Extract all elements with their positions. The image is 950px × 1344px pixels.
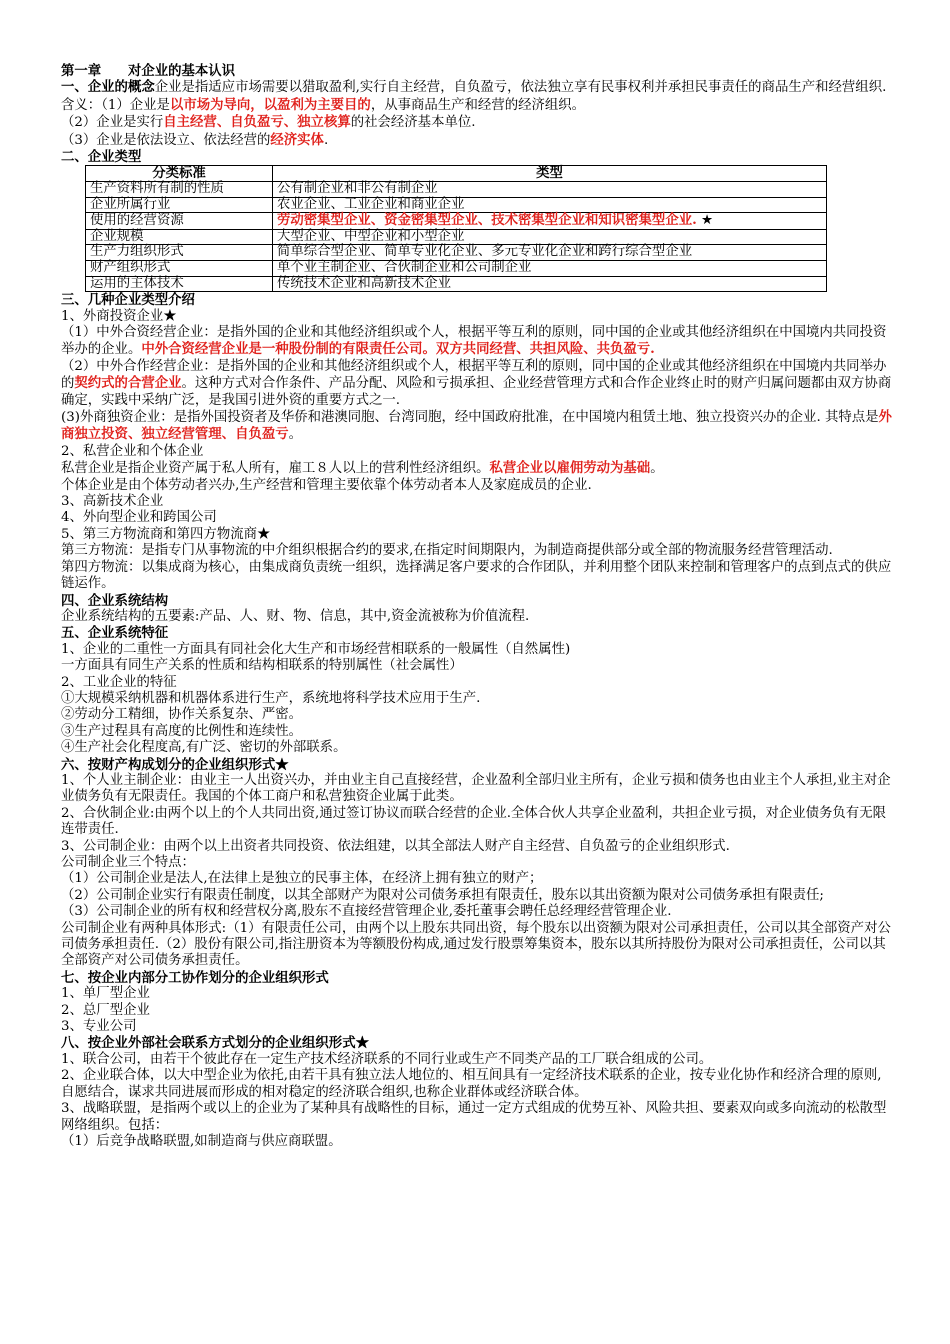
- highlight-text: 私营企业以雇佣劳动为基础: [489, 460, 651, 477]
- meaning-item: 含义：（1）企业是以市场为导向，以盈利为主要目的，从事商品生产和经营的经济组织。: [61, 96, 586, 113]
- section-heading: 三、几种企业类型介绍: [61, 292, 195, 309]
- table-row: [86, 182, 827, 198]
- section-heading: 八、按企业外部社会联系方式划分的企业组织形式★: [61, 1035, 369, 1052]
- table-cell: 公有制企业和非公有制企业: [273, 182, 827, 198]
- paragraph: 1、外商投资企业★: [61, 308, 177, 324]
- paragraph: 私营企业是指企业资产属于私人所有，雇工８人以上的营利性经济组织。私营企业以雇佣劳动为基础。: [61, 460, 664, 477]
- paragraph: 4、外向型企业和跨国公司: [61, 510, 217, 526]
- paragraph: 3、公司制企业：由两个以上出资者共同投资、依法组建，以其全部法人财产自主经营、自负盈亏的企业组织形式.: [61, 838, 730, 854]
- paragraph: 2、合伙制企业:由两个以上的个人共同出资,通过签订协议而联合经营的企业.全体合伙人共享企业盈利，共担企业亏损，对企业债务负有无限连带责任.: [61, 805, 886, 838]
- star-mark: ★: [696, 213, 714, 229]
- paragraph: 3、专业公司: [61, 1019, 137, 1035]
- table-cell: 财产组织形式: [86, 261, 273, 277]
- paragraph: 第四方物流：以集成商为核心，由集成商负责统一组织，选择满足客户要求的合作团队，并利用整个团队来控制和管理客户的点到点式的供应链运作。: [61, 559, 892, 592]
- paragraph: 1、联合公司，由若干个彼此存在一定生产技术经济联系的不同行业或生产不同类产品的工厂联合组成的公司。: [61, 1051, 713, 1067]
- paragraph: 2、总厂型企业: [61, 1002, 150, 1018]
- column-header: 类型: [273, 166, 827, 182]
- table-cell: 企业规模: [86, 229, 273, 245]
- paragraph: ①大规模采纳机器和机器体系进行生产，系统地将科学技术应用于生产.: [61, 690, 481, 706]
- paragraph: （1）公司制企业是法人,在法律上是独立的民事主体，在经济上拥有独立的财产；: [61, 871, 543, 887]
- paragraph: 5、第三方物流商和第四方物流商★: [61, 526, 271, 542]
- highlight-text: 经济实体: [270, 131, 324, 148]
- table-cell: 生产力组织形式: [86, 245, 273, 261]
- table-cell: 使用的经营资源: [86, 213, 273, 230]
- meaning-item: （2）企业是实行自主经营、自负盈亏、独立核算的社会经济基本单位.: [61, 114, 476, 131]
- highlight-text: 外商独立投资、独立经营管理、自负盈亏: [61, 409, 892, 443]
- paragraph: 2、企业联合体，以大中型企业为依托,由若干具有独立法人地位的、相互间具有一定经济技术联系的企业，按专业化协作和经济合理的原则,自愿结合，谋求共同进展而形成的相对稳定的经济联合组织,也称企业群体或经济联合体。: [61, 1068, 882, 1100]
- paragraph: 2、私营企业和个体企业: [61, 443, 204, 459]
- paragraph: 个体企业是由个体劳动者兴办,生产经营和管理主要依靠个体劳动者本人及家庭成员的企业.: [61, 477, 592, 493]
- table-row: [86, 245, 827, 261]
- section-heading: 四、企业系统结构: [61, 592, 169, 609]
- paragraph: （3）公司制企业的所有权和经营权分离,股东不直接经营管理企业,委托董事会聘任总经理经营管理企业.: [61, 904, 672, 920]
- highlight-text: 自主经营、自负盈亏、独立核算: [163, 114, 351, 131]
- highlight-text: 以市场为导向，以盈利为主要目的: [169, 96, 371, 113]
- table-row: [86, 213, 827, 230]
- paragraph: 1、个人业主制企业：由业主一人出资兴办，并由业主自己直接经营，企业盈利全部归业主所有，企业亏损和债务也由业主个人承担,业主对企业债务负有无限责任。我国的个体工商户和私营独资企业属于此类。: [61, 772, 891, 805]
- table-cell: 生产资料所有制的性质: [86, 182, 273, 198]
- highlight-text: 中外合资经营企业是一种股份制的有限责任公司。双方共同经营、共担风险、共负盈亏.: [141, 341, 655, 358]
- table-cell: 传统技术企业和高新技术企业: [273, 276, 827, 292]
- document-body: [61, 63, 893, 1150]
- highlight-text: 契约式的合营企业: [74, 375, 182, 392]
- highlight-text: 劳动密集型企业、资金密集型企业、技术密集型企业和知识密集型企业.: [277, 212, 697, 229]
- meaning-item: （3）企业是依法设立、依法经营的经济实体.: [61, 131, 329, 148]
- paragraph: (3)外商独资企业：是指外国投资者及华侨和港澳同胞、台湾同胞，经中国政府批准，在中国境内租赁土地、独立投资兴办的企业. 其特点是外商独立投资、独立经营管理、自负盈亏。: [61, 409, 892, 443]
- paragraph: （2）公司制企业实行有限责任制度，以其全部财产为限对公司债务承担有限责任，股东以其出资额为限对公司债务承担有限责任;: [61, 887, 824, 903]
- paragraph: （2）中外合作经营企业：是指外国的企业和其他经济组织或个人，根据平等互利的原则，同中国的企业或其他经济组织在中国境内共同举办的契约式的合营企业。这种方式对合作条件、产品分配、风险和亏损承担、企业经营管理方式和合作企业终止时的财产归属问题都由双方协商确定，实践中采纳广泛，是我国引进外资的重要方式之一.: [61, 358, 892, 408]
- paragraph: ④生产社会化程度高,有广泛、密切的外部联系。: [61, 740, 347, 756]
- paragraph: 第三方物流：是指专门从事物流的中介组织根据合约的要求,在指定时间期限内，为制造商提供部分或全部的物流服务经营管理活动.: [61, 543, 833, 559]
- paragraph: ②劳动分工精细，协作关系复杂、严密。: [61, 707, 303, 723]
- concept-definition: 一、企业的概念企业是指适应市场需要以猎取盈利,实行自主经营，自负盈亏，依法独立享有民事权利并承担民事责任的商品生产和经营组织.: [61, 79, 887, 96]
- table-cell: 简单综合型企业、简单专业化企业、多元专业化企业和跨行综合型企业: [273, 245, 827, 261]
- table-row: [86, 197, 827, 213]
- table-cell: [273, 213, 827, 230]
- table-row: [86, 261, 827, 277]
- section-heading: 五、企业系统特征: [61, 625, 169, 642]
- paragraph: 公司制企业三个特点：: [61, 855, 195, 870]
- section-heading: 一、企业的概念: [61, 79, 155, 96]
- paragraph: 1、单厂型企业: [61, 986, 150, 1002]
- column-header: 分类标准: [86, 166, 273, 182]
- paragraph: ③生产过程具有高度的比例性和连续性。: [61, 723, 303, 739]
- paragraph: 企业系统结构的五要素:产品、人、财、物、信息，其中,资金流被称为价值流程.: [61, 608, 530, 624]
- section-heading: 七、按企业内部分工协作划分的企业组织形式: [61, 969, 329, 986]
- paragraph: 3、战略联盟，是指两个或以上的企业为了某种具有战略性的目标，通过一定方式组成的优势互补、风险共担、要素双向或多向流动的松散型网络组织。包括：: [61, 1101, 887, 1133]
- table-cell: 企业所属行业: [86, 197, 273, 213]
- table-row: [86, 229, 827, 245]
- table-cell: 运用的主体技术: [86, 276, 273, 292]
- section-heading: 二、企业类型: [61, 149, 142, 166]
- paragraph: 2、工业企业的特征: [61, 674, 177, 690]
- enterprise-types-table: [85, 165, 827, 292]
- table-header-row: [86, 166, 827, 182]
- paragraph: 一方面具有同生产关系的性质和结构相联系的特别属性（社会属性）: [61, 658, 463, 674]
- paragraph: 1、企业的二重性一方面具有同社会化大生产和市场经营相联系的一般属性（自然属性): [61, 641, 571, 657]
- section-heading: 六、按财产构成划分的企业组织形式★: [61, 756, 289, 773]
- table-row: [86, 276, 827, 292]
- chapter-title: 第一章 对企业的基本认识: [61, 63, 236, 79]
- paragraph: 3、高新技术企业: [61, 494, 164, 510]
- table-cell: 单个业主制企业、合伙制企业和公司制企业: [273, 261, 827, 277]
- paragraph: （1）后竞争战略联盟,如制造商与供应商联盟。: [61, 1133, 342, 1149]
- paragraph: 公司制企业有两种具体形式:（1）有限责任公司，由两个以上股东共同出资，每个股东以出资额为限对公司承担责任，公司以其全部资产对公司债务承担责任.（2）股份有限公司,指注册资本为等额股份构成,通过发行股票筹集资本，股东以其所持股份为限对公司承担责任，公司以其全部资产对公司债务承担责任。: [61, 920, 891, 969]
- table-cell: 农业企业、工业企业和商业企业: [273, 197, 827, 213]
- table-cell: 大型企业、中型企业和小型企业: [273, 229, 827, 245]
- paragraph: （1）中外合资经营企业：是指外国的企业和其他经济组织或个人，根据平等互利的原则，同中国的企业或其他经济组织在中国境内共同投资举办的企业。中外合资经营企业是一种股份制的有限责任公司。双方共同经营、共担风险、共负盈亏.: [61, 325, 887, 358]
